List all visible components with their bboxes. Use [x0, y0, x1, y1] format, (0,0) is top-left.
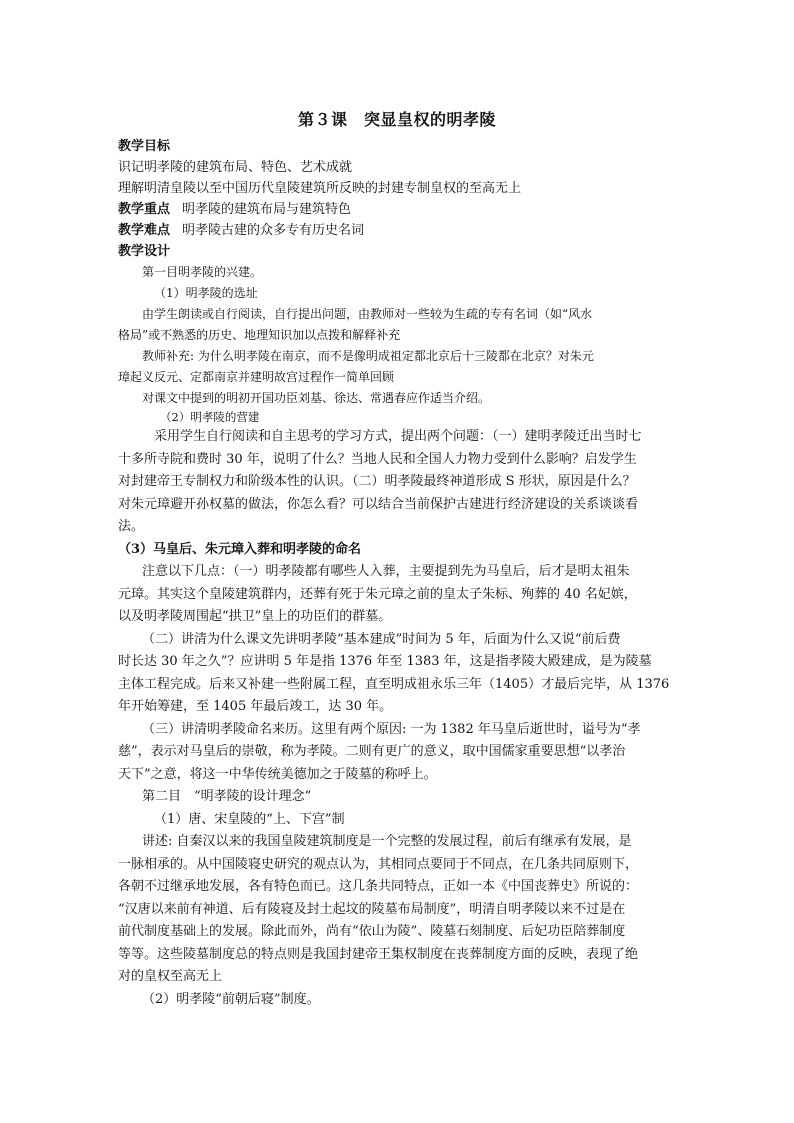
paragraph-line: 前代制度基础上的发展。除此而外，尚有“依山为陵”、陵墓石刻制度、后妃功臣陪葬制度	[118, 924, 626, 939]
paragraph-line: 以及明孝陵周围起“拱卫”皇上的功臣们的群墓。	[118, 609, 392, 624]
paragraph-line: 注意以下几点：（一）明孝陵都有哪些人入葬，主要提到先为马皇后，后才是明太祖朱	[142, 564, 630, 579]
paragraph-line: （1）明孝陵的选址	[154, 286, 258, 300]
paragraph-line: （三）讲清明孝陵命名来历。这里有两个原因: 一为 1382 年马皇后逝世时，谥号为“孝	[142, 721, 641, 737]
paragraph-line: 讲述: 自秦汉以来的我国皇陵建筑制度是一个完整的发展过程，前后有继承有发展，是	[142, 834, 632, 849]
paragraph-line: （二）讲清为什么课文先讲明孝陵“基本建成”时间为 5 年，后面为什么又说“前后费	[142, 631, 621, 647]
paragraph-line: 主体工程完成。后来又补建一些附属工程，直至明成祖永乐三年（1405）才最后完毕，从 1376	[118, 676, 670, 692]
paragraph-line: 天下”之意，将这一中华传统美德加之于陵墓的称呼上。	[118, 766, 437, 782]
paragraph-line: 时长达 30 年之久”？应讲明 5 年是指 1376 年至 1383 年，这是指孝陵大殿建成，是为陵墓	[118, 654, 652, 669]
difficulty-line	[118, 220, 683, 241]
goal-line: 识记明孝陵的建筑布局、特色、艺术成就	[118, 160, 353, 175]
paragraph-line: “汉唐以来前有神道、后有陵寝及封土起坟的陵墓布局制度”，明清自明孝陵以来不过是在	[118, 901, 626, 917]
paragraph-line: 各朝不过继承地发展，各有特色而已。这几条共同特点，正如一本《中国丧葬史》所说的：	[118, 879, 639, 894]
paragraph-line: 慈”，表示对马皇后的崇敬，称为孝陵。二则有更广的意义，取中国儒家重要思想“以孝治	[118, 744, 626, 759]
paragraph-line: （2）明孝陵的营建	[160, 410, 260, 424]
paragraph-line: 等等。这些陵墓制度总的特点则是我国封建帝王集权制度在丧葬制度方面的反映，表现了绝	[118, 946, 639, 962]
design-heading: 教学设计	[118, 244, 171, 259]
paragraph-line: 对封建帝王专制权力和阶级本性的认识。（二）明孝陵最终神道形成 S 形状，原因是什么？	[118, 474, 636, 489]
paragraph-line: 璋起义反元、定都南京并建明故宫过程作一简单回顾	[118, 370, 395, 384]
key-point-text: 明孝陵的建筑布局与建筑特色	[182, 202, 352, 217]
key-point-label: 教学重点	[118, 202, 171, 217]
paragraph-line: （1）唐、宋皇陵的“上、下宫”制	[154, 811, 345, 827]
paragraph-line: 对课文中提到的明初开国功臣刘基、徐达、常遇春应作适当介绍。	[142, 391, 491, 405]
paragraph-line: 法。	[118, 519, 145, 534]
page-title: 第３课 突显皇权的明孝陵	[297, 110, 496, 129]
goals-heading: 教学目标	[118, 139, 171, 154]
paragraph-line: 元璋。其实这个皇陵建筑群内，还葬有死于朱元璋之前的皇太子朱标、殉葬的 40 名妃嫔，	[118, 586, 637, 602]
paragraph-line: 一脉相承的。从中国陵寝史研究的观点认为，其相同点要同于不同点，在几条共同原则下，	[118, 856, 639, 872]
section-heading: 第二目 “明孝陵的设计理念”	[142, 789, 312, 804]
goal-line: 理解明清皇陵以至中国历代皇陵建筑所反映的封建专制皇权的至高无上	[118, 181, 522, 196]
paragraph-line: 对的皇权至高无上	[118, 969, 223, 984]
paragraph-line: 教师补充: 为什么明孝陵在南京，而不是像明成祖定都北京后十三陵都在北京？对朱元	[142, 349, 594, 363]
document-body	[118, 136, 683, 1011]
paragraph-line: 第一目明孝陵的兴建。	[142, 265, 263, 279]
key-point-line	[118, 199, 683, 220]
difficulty-text: 明孝陵古建的众多专有历史名词	[182, 223, 365, 238]
difficulty-label: 教学难点	[118, 223, 171, 238]
paragraph-line: 年开始筹建，至 1405 年最后竣工，达 30 年。	[118, 699, 393, 714]
paragraph-line: 对朱元璋避开孙权墓的做法，你怎么看？可以结合当前保护古建进行经济建设的关系谈谈看	[118, 496, 639, 512]
paragraph-line: 十多所寺院和费时 30 年，说明了什么？当地人民和全国人力物力受到什么影响？启发学生	[118, 451, 637, 467]
paragraph-line: 由学生朗读或自行阅读，自行提出问题，由教师对一些较为生疏的专有名词（如“风水	[142, 307, 593, 321]
paragraph-line: 格局”或不熟悉的历史、地理知识加以点拨和解释补充	[118, 328, 401, 342]
paragraph-line: 采用学生自行阅读和自主思考的学习方式，提出两个问题：（一）建明孝陵迁出当时七	[154, 429, 642, 444]
section-heading: （3）马皇后、朱元璋入葬和明孝陵的命名	[118, 541, 362, 557]
dense-section	[118, 426, 683, 1011]
paragraph-line: （2）明孝陵“前朝后寝”制度。	[142, 991, 320, 1007]
